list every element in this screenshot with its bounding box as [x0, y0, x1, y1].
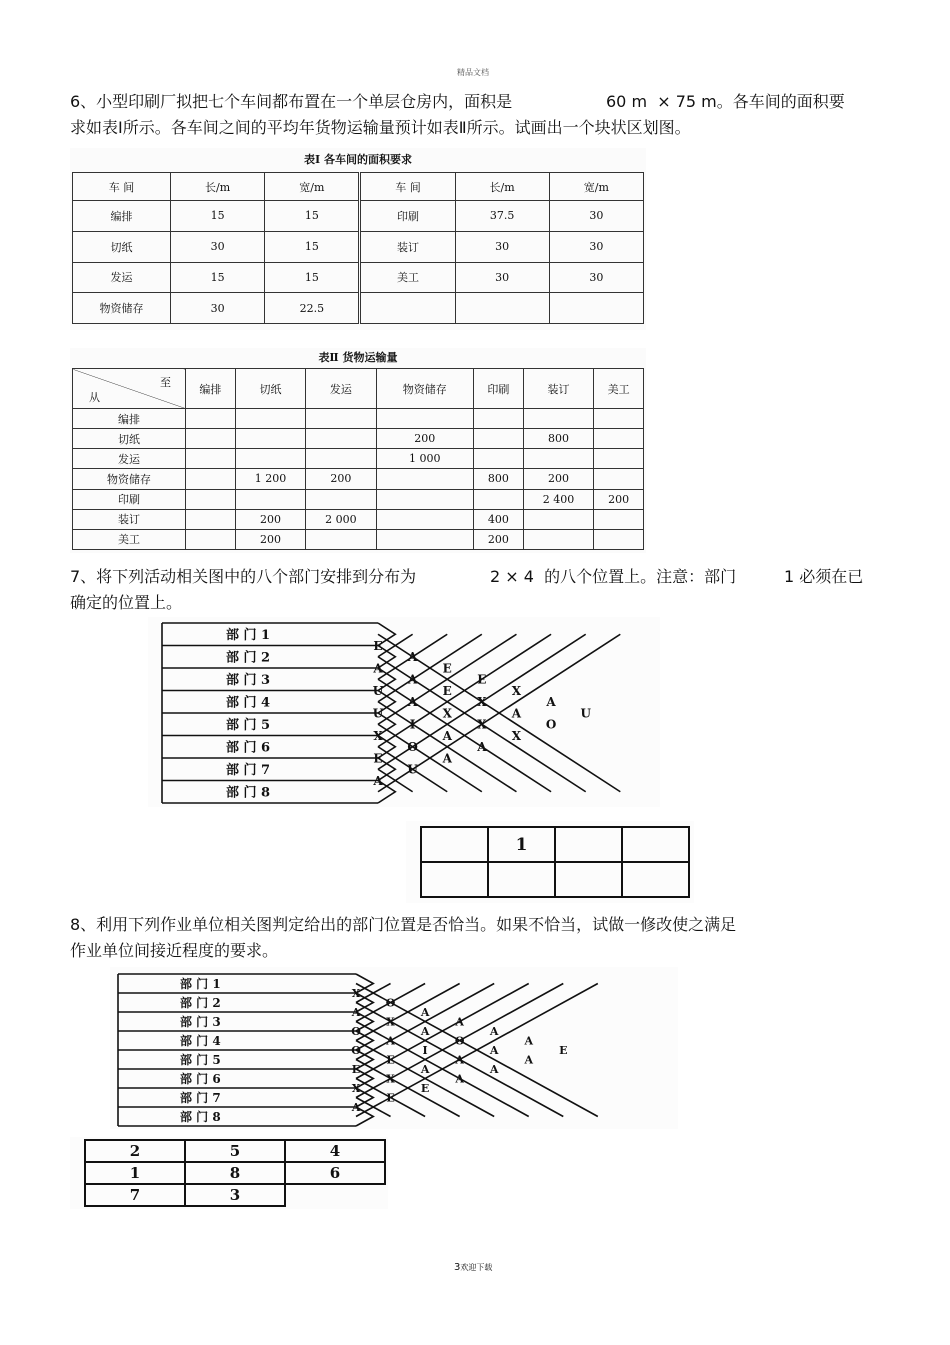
layout-cell: 4: [285, 1140, 385, 1162]
table-row: [73, 489, 644, 509]
rating-letter: A: [407, 672, 418, 687]
table-cell: [376, 409, 473, 429]
table1-block: [70, 148, 646, 330]
rating-letter: E: [420, 1081, 430, 1095]
rating-letter: A: [373, 773, 383, 788]
table2-header: 印刷: [473, 369, 523, 409]
rating-letter: U: [580, 706, 591, 721]
table-cell: [306, 489, 376, 509]
department-label: 部 门 1: [180, 977, 221, 992]
table-cell: 200: [376, 429, 473, 449]
table-cell: 15: [265, 201, 360, 232]
table-cell: [186, 449, 236, 469]
table-cell: 400: [473, 509, 523, 529]
department-label: 部 门 6: [180, 1072, 221, 1087]
department-label: 部 门 3: [180, 1015, 221, 1030]
table-cell: [523, 529, 593, 549]
table1-header: 宽/m: [265, 173, 360, 201]
layout-cell: [622, 827, 689, 862]
q8-line1: 8、利用下列作业单位相关图判定给出的部门位置是否恰当。如果不恰当，试做一修改使之满足: [70, 915, 737, 934]
department-label: 部 门 2: [226, 650, 271, 666]
table-cell: [306, 409, 376, 429]
table-cell: 1 200: [235, 469, 305, 489]
layout-cell: 2: [85, 1140, 185, 1162]
table-cell: [235, 449, 305, 469]
table-cell: [186, 509, 236, 529]
table1-header: 车 间: [73, 173, 171, 201]
q7-layout-block: [406, 821, 694, 903]
rating-letter: A: [407, 650, 418, 665]
table-cell: [594, 449, 644, 469]
rating-letter: X: [477, 695, 487, 710]
rating-letter: X: [351, 1081, 361, 1095]
table-cell: 15: [171, 201, 265, 232]
q8-line2: 作业单位间接近程度的要求。: [70, 941, 279, 960]
rating-letter: A: [442, 751, 452, 766]
table1-header: 长/m: [455, 173, 549, 201]
rating-letter: E: [442, 661, 452, 676]
table-cell: [473, 449, 523, 469]
table-cell: [473, 409, 523, 429]
rating-letter: E: [559, 1043, 568, 1057]
table-cell: [186, 469, 236, 489]
table-cell: 印刷: [360, 201, 455, 232]
table1-caption: 表Ⅰ 各车间的面积要求: [304, 153, 412, 166]
layout-cell: 1: [488, 827, 555, 862]
table-cell: [186, 529, 236, 549]
rating-letter: A: [351, 1005, 361, 1019]
table2-header: 编排: [186, 369, 236, 409]
rating-letter: O: [385, 996, 396, 1010]
rating-letter: O: [407, 740, 418, 755]
table-cell: 30: [171, 293, 265, 324]
table2-caption: 表Ⅱ 货物运输量: [318, 351, 398, 364]
department-label: 部 门 1: [226, 628, 271, 644]
rating-letter: U: [372, 683, 384, 698]
table-cell: [306, 429, 376, 449]
table-cell: 装订: [73, 509, 186, 529]
rating-letter: A: [524, 1034, 534, 1048]
table1-header: 车 间: [360, 173, 455, 201]
table-cell: [376, 489, 473, 509]
rating-letter: O: [454, 1034, 465, 1048]
table-cell: 200: [473, 529, 523, 549]
table2-header: 美工: [594, 369, 644, 409]
table-cell: 发运: [73, 449, 186, 469]
table-cell: 编排: [73, 409, 186, 429]
department-label: 部 门 7: [226, 763, 271, 779]
department-label: 部 门 8: [226, 785, 271, 801]
q7-line1a: 7、将下列活动相关图中的八个部门安排到分布为: [70, 567, 417, 586]
rating-letter: E: [442, 683, 452, 698]
q7-line1b: 2 × 4 的八个位置上。注意：部门: [490, 567, 737, 586]
table-cell: [594, 509, 644, 529]
department-label: 部 门 8: [180, 1110, 221, 1125]
rating-letter: O: [351, 1043, 361, 1057]
table-cell: [523, 449, 593, 469]
table-cell: [376, 509, 473, 529]
layout-cell: [421, 862, 488, 897]
rating-letter: A: [489, 1062, 499, 1076]
q6-line1a: 6、小型印刷厂拟把七个车间都布置在一个单层仓房内，面积是: [70, 92, 513, 111]
table-cell: [594, 469, 644, 489]
rating-letter: X: [442, 706, 452, 721]
table-cell: 印刷: [73, 489, 186, 509]
q7-line1c: 1 必须在已: [784, 567, 864, 586]
table-cell: [523, 409, 593, 429]
rating-letter: X: [511, 728, 522, 743]
department-label: 部 门 7: [180, 1091, 221, 1106]
table2-header: 物资储存: [376, 369, 473, 409]
rating-letter: X: [373, 728, 383, 743]
rating-letter: A: [351, 1100, 361, 1114]
table-cell: 30: [549, 262, 643, 293]
table-cell: [186, 429, 236, 449]
rating-letter: X: [386, 1015, 395, 1029]
rating-letter: A: [489, 1024, 499, 1038]
rating-letter: A: [386, 1034, 395, 1048]
table2-block: [70, 348, 646, 553]
table-cell: [235, 489, 305, 509]
table-cell: 发运: [73, 262, 171, 293]
rating-letter: A: [455, 1072, 464, 1086]
layout-cell: 8: [185, 1162, 285, 1184]
rating-letter: A: [442, 728, 452, 743]
rating-letter: E: [477, 672, 487, 687]
rating-letter: X: [511, 683, 522, 698]
table-cell: 15: [171, 262, 265, 293]
table-cell: 切纸: [73, 429, 186, 449]
table-row: [73, 231, 644, 262]
area-requirements-table: [72, 172, 644, 324]
rating-letter: E: [373, 751, 383, 766]
q6-line2: 求如表Ⅰ所示。各车间之间的平均年货物运输量预计如表Ⅱ所示。试画出一个块状区划图。: [70, 118, 691, 137]
table-row: [73, 293, 644, 324]
table-row: [73, 201, 644, 232]
layout-cell: [622, 862, 689, 897]
layout-cell: 6: [285, 1162, 385, 1184]
rating-letter: O: [545, 717, 557, 732]
table-row: [73, 509, 644, 529]
freight-volume-table: [72, 368, 644, 550]
rating-letter: X: [386, 1072, 395, 1086]
layout-cell: 1: [85, 1162, 185, 1184]
rating-letter: X: [477, 717, 487, 732]
table-cell: [523, 509, 593, 529]
table-cell: [186, 409, 236, 429]
table1-header: 长/m: [171, 173, 265, 201]
table2-corner-from: 从: [89, 391, 100, 404]
table-row: [73, 529, 644, 549]
rating-letter: A: [489, 1043, 499, 1057]
rating-letter: E: [386, 1053, 395, 1067]
table-cell: 30: [171, 231, 265, 262]
q7-line2: 确定的位置上。: [70, 593, 183, 612]
table-cell: [306, 529, 376, 549]
table2-header: 切纸: [235, 369, 305, 409]
layout-cell: [285, 1184, 385, 1206]
table-cell: 200: [523, 469, 593, 489]
table-row: [73, 262, 644, 293]
table-cell: 切纸: [73, 231, 171, 262]
footer-text: 欢迎下载: [460, 1263, 493, 1272]
layout-cell: [421, 827, 488, 862]
table-cell: [473, 429, 523, 449]
page-number: 3: [454, 1262, 461, 1273]
layout-cell: [555, 827, 622, 862]
rating-letter: E: [386, 1091, 395, 1105]
rating-letter: O: [351, 1024, 361, 1038]
rating-letter: A: [420, 1024, 430, 1038]
rating-letter: A: [420, 1062, 430, 1076]
department-label: 部 门 4: [226, 695, 271, 711]
table-row: [73, 449, 644, 469]
table-cell: [235, 409, 305, 429]
table-cell: [455, 293, 549, 324]
table-cell: 37.5: [455, 201, 549, 232]
table-row: [73, 429, 644, 449]
table-cell: 200: [306, 469, 376, 489]
rating-letter: U: [372, 706, 384, 721]
table-cell: 物资储存: [73, 293, 171, 324]
q7-relationship-chart: [148, 617, 660, 807]
table-cell: 22.5: [265, 293, 360, 324]
table-cell: 装订: [360, 231, 455, 262]
table-cell: [235, 429, 305, 449]
table-row: [73, 409, 644, 429]
rating-letter: A: [373, 661, 383, 676]
table-cell: 200: [235, 509, 305, 529]
table-cell: 800: [523, 429, 593, 449]
q6-line1b: 60 m × 75 m。各车间的面积要: [606, 92, 845, 111]
q7-layout-grid: [420, 826, 690, 898]
rating-letter: E: [373, 638, 383, 653]
q8-relationship-chart: [110, 967, 678, 1129]
rating-letter: A: [420, 1005, 430, 1019]
rating-letter: A: [407, 695, 418, 710]
table-cell: 800: [473, 469, 523, 489]
rating-letter: A: [546, 695, 556, 710]
layout-cell: 7: [85, 1184, 185, 1206]
table-cell: 编排: [73, 201, 171, 232]
table-cell: [594, 529, 644, 549]
table-cell: [306, 449, 376, 469]
department-label: 部 门 6: [226, 740, 271, 756]
rating-letter: A: [511, 706, 522, 721]
table-cell: 1 000: [376, 449, 473, 469]
table-cell: 美工: [360, 262, 455, 293]
table-cell: [360, 293, 455, 324]
table-cell: 15: [265, 262, 360, 293]
rating-letter: I: [409, 717, 416, 732]
table-row: [73, 469, 644, 489]
department-label: 部 门 4: [180, 1034, 221, 1049]
table-cell: 30: [455, 262, 549, 293]
department-label: 部 门 3: [226, 673, 271, 689]
layout-cell: 5: [185, 1140, 285, 1162]
department-label: 部 门 2: [180, 996, 221, 1011]
layout-cell: [488, 862, 555, 897]
table-cell: [473, 489, 523, 509]
rating-letter: A: [477, 740, 487, 755]
rating-letter: U: [407, 762, 418, 777]
table-cell: 200: [235, 529, 305, 549]
table-cell: 美工: [73, 529, 186, 549]
table-cell: 2 000: [306, 509, 376, 529]
table-cell: 200: [594, 489, 644, 509]
table2-corner: [73, 369, 186, 409]
table-cell: 30: [455, 231, 549, 262]
q8-layout-grid: [84, 1139, 386, 1207]
layout-cell: [555, 862, 622, 897]
rating-letter: I: [422, 1043, 428, 1057]
rating-letter: A: [455, 1015, 464, 1029]
rating-letter: X: [351, 986, 361, 1000]
table-cell: 15: [265, 231, 360, 262]
layout-cell: 3: [185, 1184, 285, 1206]
rating-letter: A: [455, 1053, 464, 1067]
q8-layout-block: [70, 1137, 388, 1209]
table-cell: [186, 489, 236, 509]
department-label: 部 门 5: [180, 1053, 221, 1068]
rating-letter: E: [351, 1062, 361, 1076]
table-cell: 30: [549, 201, 643, 232]
table-cell: 物资储存: [73, 469, 186, 489]
table2-header: 发运: [306, 369, 376, 409]
table-cell: 2 400: [523, 489, 593, 509]
table2-corner-to: 至: [160, 376, 171, 389]
rating-letter: A: [524, 1053, 534, 1067]
table-cell: [594, 429, 644, 449]
table-cell: [594, 409, 644, 429]
table1-header: 宽/m: [549, 173, 643, 201]
page-header: 精品文档: [457, 68, 489, 77]
page-footer: [454, 1262, 492, 1273]
table2-header: 装订: [523, 369, 593, 409]
table-cell: 30: [549, 231, 643, 262]
table-cell: [549, 293, 643, 324]
department-label: 部 门 5: [226, 718, 271, 734]
table-cell: [376, 529, 473, 549]
table-cell: [376, 469, 473, 489]
